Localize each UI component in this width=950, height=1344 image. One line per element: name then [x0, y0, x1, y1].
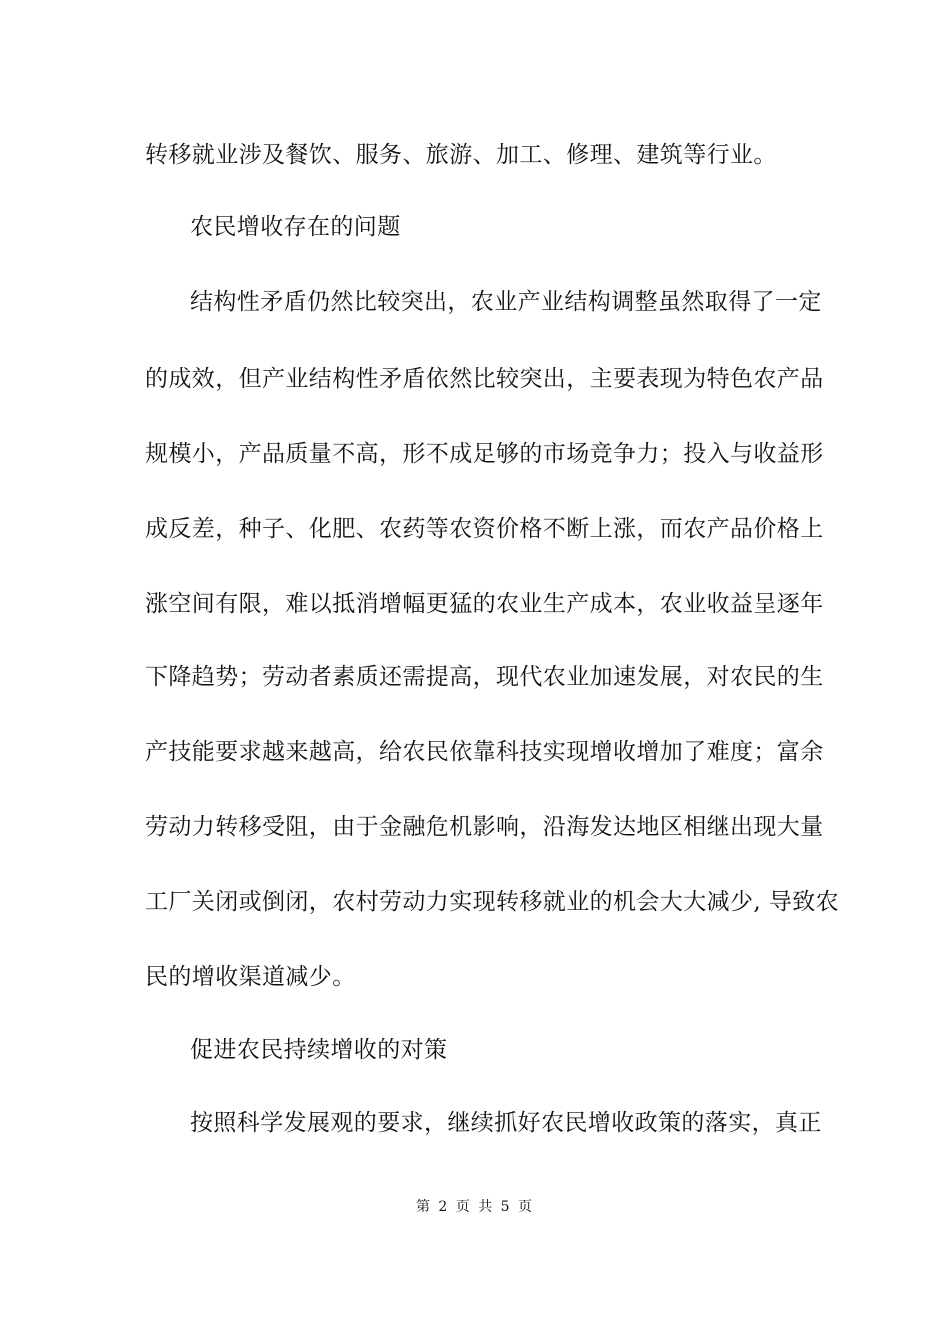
paragraph-line: 成反差，种子、化肥、农药等农资价格不断上涨，而农产品价格上 — [145, 516, 824, 542]
section-heading: 农民增收存在的问题 — [190, 214, 401, 240]
paragraph-line: 涨空间有限，难以抵消增幅更猛的农业生产成本，农业收益呈逐年 — [145, 591, 824, 617]
paragraph-line: 规模小，产品质量不高，形不成足够的市场竞争力；投入与收益形 — [145, 441, 824, 467]
paragraph-line: 的成效，但产业结构性矛盾依然比较突出，主要表现为特色农产品 — [145, 366, 824, 392]
paragraph-line: 结构性矛盾仍然比较突出，农业产业结构调整虽然取得了一定 — [190, 289, 822, 315]
page-footer: 第 2 页 共 5 页 — [415, 1199, 535, 1215]
paragraph-line: 工厂关闭或倒闭，农村劳动力实现转移就业的机会大大减少, 导致农 — [145, 889, 840, 915]
paragraph-line: 按照科学发展观的要求，继续抓好农民增收政策的落实，真正 — [190, 1110, 822, 1136]
paragraph-line: 转移就业涉及餐饮、服务、旅游、加工、修理、建筑等行业。 — [145, 142, 777, 168]
paragraph-line: 下降趋势；劳动者素质还需提高，现代农业加速发展，对农民的生 — [145, 664, 824, 690]
section-heading: 促进农民持续增收的对策 — [190, 1037, 448, 1063]
paragraph-line: 产技能要求越来越高，给农民依靠科技实现增收增加了难度；富余 — [145, 739, 824, 765]
paragraph-line: 劳动力转移受阻，由于金融危机影响，沿海发达地区相继出现大量 — [145, 814, 824, 840]
paragraph-line: 民的增收渠道减少。 — [145, 964, 356, 990]
